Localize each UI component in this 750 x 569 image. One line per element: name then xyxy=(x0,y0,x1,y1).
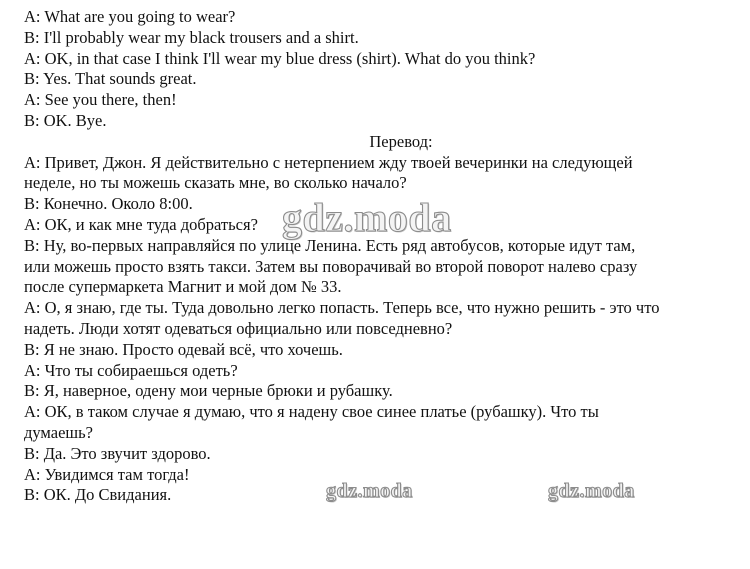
translation-line: В: Да. Это звучит здорово. xyxy=(24,443,211,463)
watermark: gdz.moda xyxy=(548,480,635,502)
dialogue-line-en: A: OK, in that case I think I'll wear my blue dress (shirt). What do you think? xyxy=(24,48,536,68)
translation-line: А: Что ты собираешься одеть? xyxy=(24,360,238,380)
translation-line: А: ОК, и как мне туда добраться? xyxy=(24,214,258,234)
dialogue-line-en: A: See you there, then! xyxy=(24,90,177,110)
translation-line: В: Ну, во-первых направляйся по улице Ленина. Есть ряд автобусов, которые идут там, xyxy=(24,235,636,255)
translation-line: В: Я, наверное, одену мои черные брюки и рубашку. xyxy=(24,381,393,401)
dialogue-line-en: A: What are you going to wear? xyxy=(24,7,236,26)
translation-line: неделе, но ты можешь сказать мне, во сколько начало? xyxy=(24,173,407,193)
translation-line: В: ОК. До Свидания. xyxy=(24,485,172,505)
text-body xyxy=(24,7,736,506)
watermark: gdz.moda xyxy=(282,195,452,240)
dialogue-line-en: B: OK. Bye. xyxy=(24,110,107,130)
translation-line: В: Я не знаю. Просто одевай всё, что хочешь. xyxy=(24,339,343,359)
translation-line: В: Конечно. Около 8:00. xyxy=(24,194,193,214)
translation-line: А: Привет, Джон. Я действительно с нетерпением жду твоей вечеринки на следующей xyxy=(24,152,633,172)
translation-heading: Перевод: xyxy=(369,131,433,151)
translation-line: А: ОК, в таком случае я думаю, что я надену свое синее платье (рубашку). Что ты xyxy=(24,402,599,422)
translation-line: надеть. Люди хотят одеваться официально или повседневно? xyxy=(24,318,453,338)
dialogue-line-en: B: I'll probably wear my black trousers and a shirt. xyxy=(24,27,359,47)
translation-line: после супермаркета Магнит и мой дом № 33. xyxy=(24,277,342,297)
translation-line: думаешь? xyxy=(24,422,93,442)
dialogue-line-en: B: Yes. That sounds great. xyxy=(24,69,197,89)
translation-line: А: Увидимся там тогда! xyxy=(24,464,190,484)
watermark: gdz.moda xyxy=(326,480,413,502)
translation-line: или можешь просто взять такси. Затем вы поворачивай во второй поворот налево сразу xyxy=(24,256,638,276)
translation-line: А: О, я знаю, где ты. Туда довольно легко попасть. Теперь все, что нужно решить - это что xyxy=(24,298,660,318)
